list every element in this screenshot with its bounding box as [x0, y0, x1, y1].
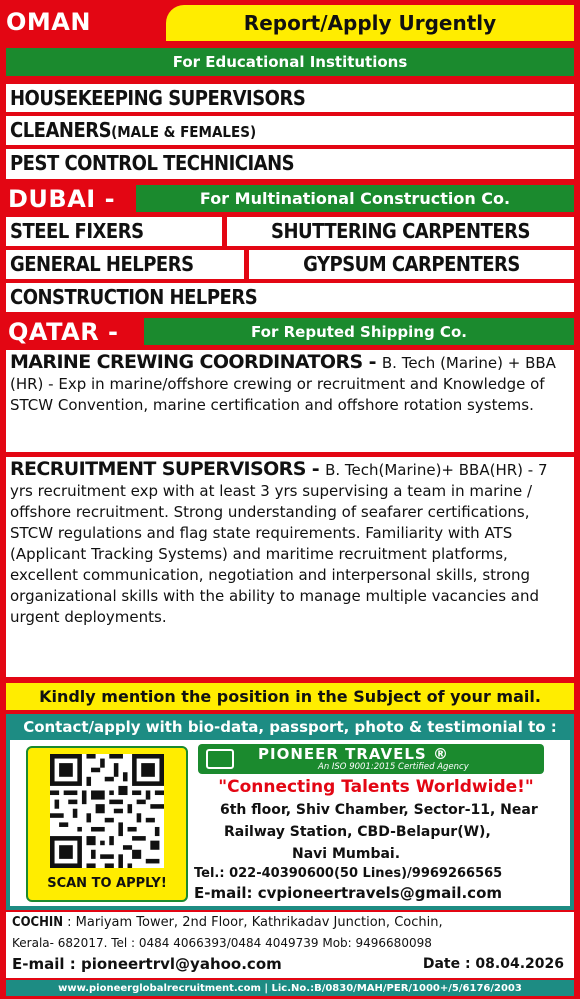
address-line-2: Railway Station, CBD-Belapur(W), [224, 824, 491, 840]
dubai-sector-bar [136, 185, 574, 212]
recruit-title: RECRUITMENT SUPERVISORS - [10, 458, 326, 480]
cochin-address: : Mariyam Tower, 2nd Floor, Kathrikadav Junction, Cochin, [63, 915, 443, 930]
job-cleaners-note: (MALE & FEMALES) [111, 123, 257, 141]
footer-bar [6, 980, 574, 996]
qatar-sector: For Reputed Shipping Co. [251, 322, 467, 341]
brand-name: PIONEER TRAVELS ® [258, 745, 449, 763]
cochin-line-1 [12, 913, 568, 933]
recruit-body: B. Tech(Marine)+ BBA(HR) - 7 yrs recruitment exp with at least 3 yrs supervising a team in marine / offshore recruitment. Strong understanding of seafarer certifications, STCW regulations and flag state requirements. Familiarity with ATS (Applicant Tracking Systems) and maritime recruitment platforms, excellent communication, negotiation and interpersonal skills, strong organizational skills with the ability to manage multiple vacancies and urgent deployments. [10, 461, 548, 626]
notice-bar [6, 683, 574, 710]
address-line-1: 6th floor, Shiv Chamber, Sector-11, Near [220, 802, 538, 818]
notice-text: Kindly mention the position in the Subject of your mail. [39, 687, 541, 706]
job-steel [6, 217, 222, 246]
job-general-text: GENERAL HELPERS [10, 252, 194, 276]
contact-heading: Contact/apply with bio-data, passport, photo & testimonial to : [23, 718, 557, 736]
marine-block [6, 350, 574, 452]
qatar-sector-bar [144, 318, 574, 345]
job-shuttering-text: SHUTTERING CARPENTERS [271, 219, 530, 243]
job-cleaners [6, 116, 574, 145]
job-housekeeping-text: HOUSEKEEPING SUPERVISORS [10, 86, 306, 110]
oman-label: OMAN [6, 8, 91, 36]
job-gypsum-text: GYPSUM CARPENTERS [303, 252, 520, 276]
scan-button[interactable] [38, 872, 176, 894]
job-pest [6, 149, 574, 179]
cochin-line-2: Kerala- 682017. Tel : 0484 4066393/0484 4049739 Mob: 9496680098 [12, 936, 432, 950]
job-shuttering [227, 217, 574, 246]
job-gypsum [249, 250, 574, 279]
job-construction-text: CONSTRUCTION HELPERS [10, 285, 258, 309]
job-construction [6, 283, 574, 312]
job-pest-text: PEST CONTROL TECHNICIANS [10, 151, 295, 175]
cochin-box [6, 912, 574, 978]
job-general [6, 250, 244, 279]
scan-text: SCAN TO APPLY! [47, 875, 167, 891]
tagline: "Connecting Talents Worldwide!" [218, 777, 534, 797]
contact-box [6, 714, 574, 910]
marine-title: MARINE CREWING COORDINATORS - [10, 351, 382, 373]
address-line-3: Navi Mumbai. [292, 846, 401, 862]
oman-sector-bar [6, 48, 574, 76]
qatar-label: QATAR - [8, 318, 119, 346]
date: Date : 08.04.2026 [422, 956, 564, 972]
qr-code[interactable] [50, 754, 164, 868]
oman-sector: For Educational Institutions [172, 53, 408, 71]
urgent-banner [166, 5, 574, 41]
contact-inner [10, 740, 570, 906]
job-steel-text: STEEL FIXERS [10, 219, 144, 243]
urgent-text: Report/Apply Urgently [243, 11, 497, 35]
brand-banner [198, 744, 544, 774]
footer-text: www.pioneerglobalrecruitment.com | Lic.No.:B/0830/MAH/PER/1000+/5/6176/2003 [58, 982, 522, 994]
cochin-email[interactable]: E-mail : pioneertrvl@yahoo.com [12, 955, 282, 973]
cochin-line-3 [12, 953, 568, 975]
recruit-block [6, 457, 574, 677]
dubai-sector: For Multinational Construction Co. [199, 189, 511, 208]
marine-body: B. Tech (Marine) + BBA (HR) - Exp in marine/offshore crewing or recruitment and Knowledge of STCW Convention, marine certification and offshore rotation systems. [10, 354, 556, 414]
brand-logo-icon [206, 749, 234, 769]
cochin-label: COCHIN [12, 915, 64, 930]
contact-email[interactable]: E-mail: cvpioneertravels@gmail.com [194, 884, 503, 902]
job-housekeeping [6, 84, 574, 112]
telephone: Tel.: 022-40390600(50 Lines)/9969266565 [194, 866, 503, 881]
brand-iso: An ISO 9001:2015 Certified Agency [318, 762, 469, 772]
dubai-label: DUBAI - [8, 185, 116, 213]
qr-frame [26, 746, 188, 902]
job-cleaners-text: CLEANERS [10, 118, 112, 142]
